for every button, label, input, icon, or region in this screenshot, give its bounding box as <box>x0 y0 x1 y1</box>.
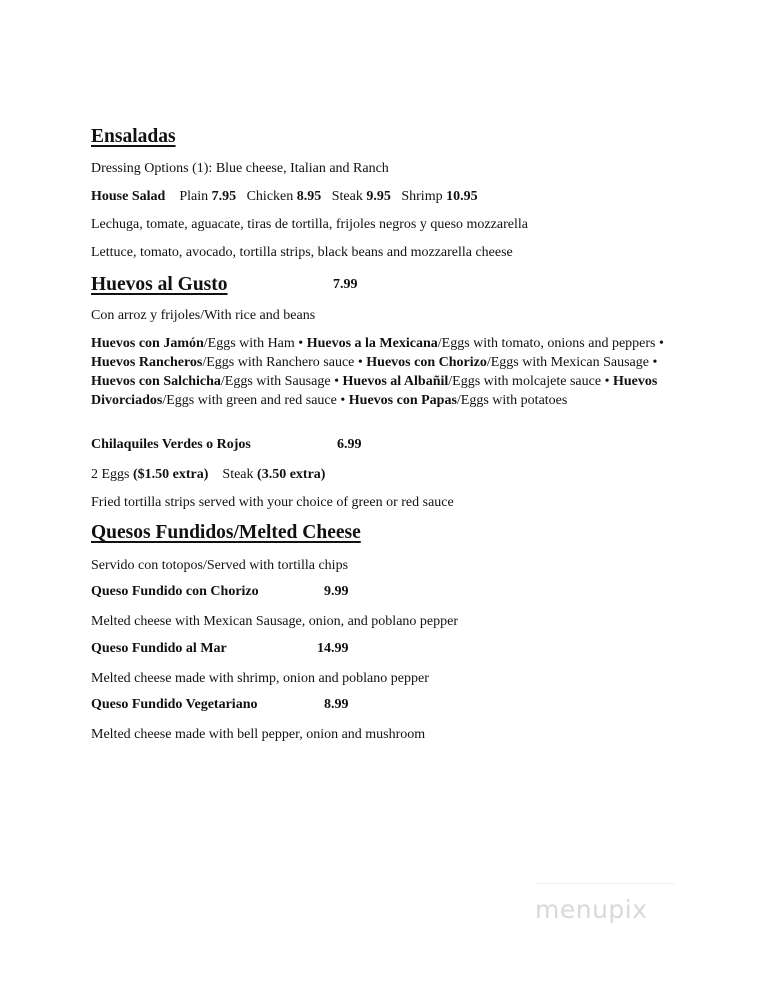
steak-label: Steak <box>331 189 363 204</box>
chicken-label: Chicken <box>246 189 294 204</box>
eggs-extra: ($1.50 extra) <box>133 467 209 482</box>
queso-item-name: Queso Fundido Vegetariano <box>91 697 258 712</box>
queso-item-name: Queso Fundido con Chorizo <box>91 584 259 599</box>
queso-item-desc: Melted cheese with Mexican Sausage, onion, and poblano pepper <box>91 614 459 629</box>
eggs-label: 2 Eggs <box>91 467 130 482</box>
huevo-name: Huevos Rancheros <box>91 355 203 370</box>
chilaquiles-desc: Fried tortilla strips served with your choice of green or red sauce <box>91 495 454 510</box>
queso-item-name: Queso Fundido al Mar <box>91 641 227 656</box>
huevo-name: Huevos al Albañil <box>342 374 449 389</box>
separator: • <box>601 374 613 389</box>
huevo-desc: /Eggs with tomato, onions and peppers <box>437 336 656 351</box>
huevo-desc: /Eggs with Ham <box>203 336 295 351</box>
steak-extra: (3.50 extra) <box>257 467 326 482</box>
huevo-name: Huevos con Jamón <box>91 336 204 351</box>
quesos-heading: Quesos Fundidos/Melted Cheese <box>91 522 361 543</box>
shrimp-price: 10.95 <box>446 189 478 204</box>
quesos-subtitle: Servido con totopos/Served with tortilla chips <box>91 558 349 573</box>
huevos-price: 7.99 <box>333 277 358 292</box>
steak-label: Steak <box>222 467 254 482</box>
dressing-options: Dressing Options (1): Blue cheese, Italian and Ranch <box>91 161 389 176</box>
huevo-name: Huevos con Papas <box>348 393 457 408</box>
steak-price: 9.95 <box>366 189 391 204</box>
salad-desc-en: Lettuce, tomato, avocado, tortilla strips, black beans and mozzarella cheese <box>91 245 513 260</box>
separator: • <box>354 355 367 370</box>
huevo-desc: /Eggs with molcajete sauce <box>448 374 602 389</box>
menupix-watermark: menupix <box>535 895 648 924</box>
salad-desc-es: Lechuga, tomate, aguacate, tiras de tortilla, frijoles negros y queso mozzarella <box>91 217 528 232</box>
huevo-name: Huevos Divorciados <box>91 374 658 408</box>
queso-item-desc: Melted cheese made with shrimp, onion and poblano pepper <box>91 671 429 686</box>
house-salad-line <box>91 187 478 206</box>
shrimp-label: Shrimp <box>401 189 443 204</box>
chilaquiles-price: 6.99 <box>337 437 362 452</box>
chilaquiles-name: Chilaquiles Verdes o Rojos <box>91 437 251 452</box>
chilaquiles-extras <box>91 465 325 484</box>
huevo-name: Huevos con Chorizo <box>366 355 487 370</box>
plain-label: Plain <box>179 189 209 204</box>
huevo-desc: /Eggs with Mexican Sausage <box>486 355 649 370</box>
separator: • <box>648 355 658 370</box>
separator: • <box>330 374 343 389</box>
chicken-price: 8.95 <box>296 189 322 204</box>
huevo-name: Huevos a la Mexicana <box>306 336 438 351</box>
queso-item-price: 8.99 <box>324 697 349 712</box>
queso-item-desc: Melted cheese made with bell pepper, onion and mushroom <box>91 727 426 742</box>
huevo-desc: /Eggs with Ranchero sauce <box>202 355 355 370</box>
huevo-desc: /Eggs with green and red sauce <box>162 393 337 408</box>
huevos-list <box>91 334 691 410</box>
separator: • <box>655 336 664 351</box>
watermark-line <box>535 883 675 884</box>
huevo-name: Huevos con Salchicha <box>91 374 221 389</box>
house-salad-name: House Salad <box>91 189 166 204</box>
plain-price: 7.95 <box>211 189 237 204</box>
huevo-desc: /Eggs with potatoes <box>456 393 568 408</box>
huevo-desc: /Eggs with Sausage <box>220 374 331 389</box>
queso-item-price: 14.99 <box>317 641 349 656</box>
separator: • <box>294 336 307 351</box>
queso-item-price: 9.99 <box>324 584 349 599</box>
huevos-subtitle: Con arroz y frijoles/With rice and beans <box>91 308 316 323</box>
ensaladas-heading: Ensaladas <box>91 126 176 147</box>
separator: • <box>336 393 349 408</box>
huevos-heading: Huevos al Gusto <box>91 274 228 295</box>
